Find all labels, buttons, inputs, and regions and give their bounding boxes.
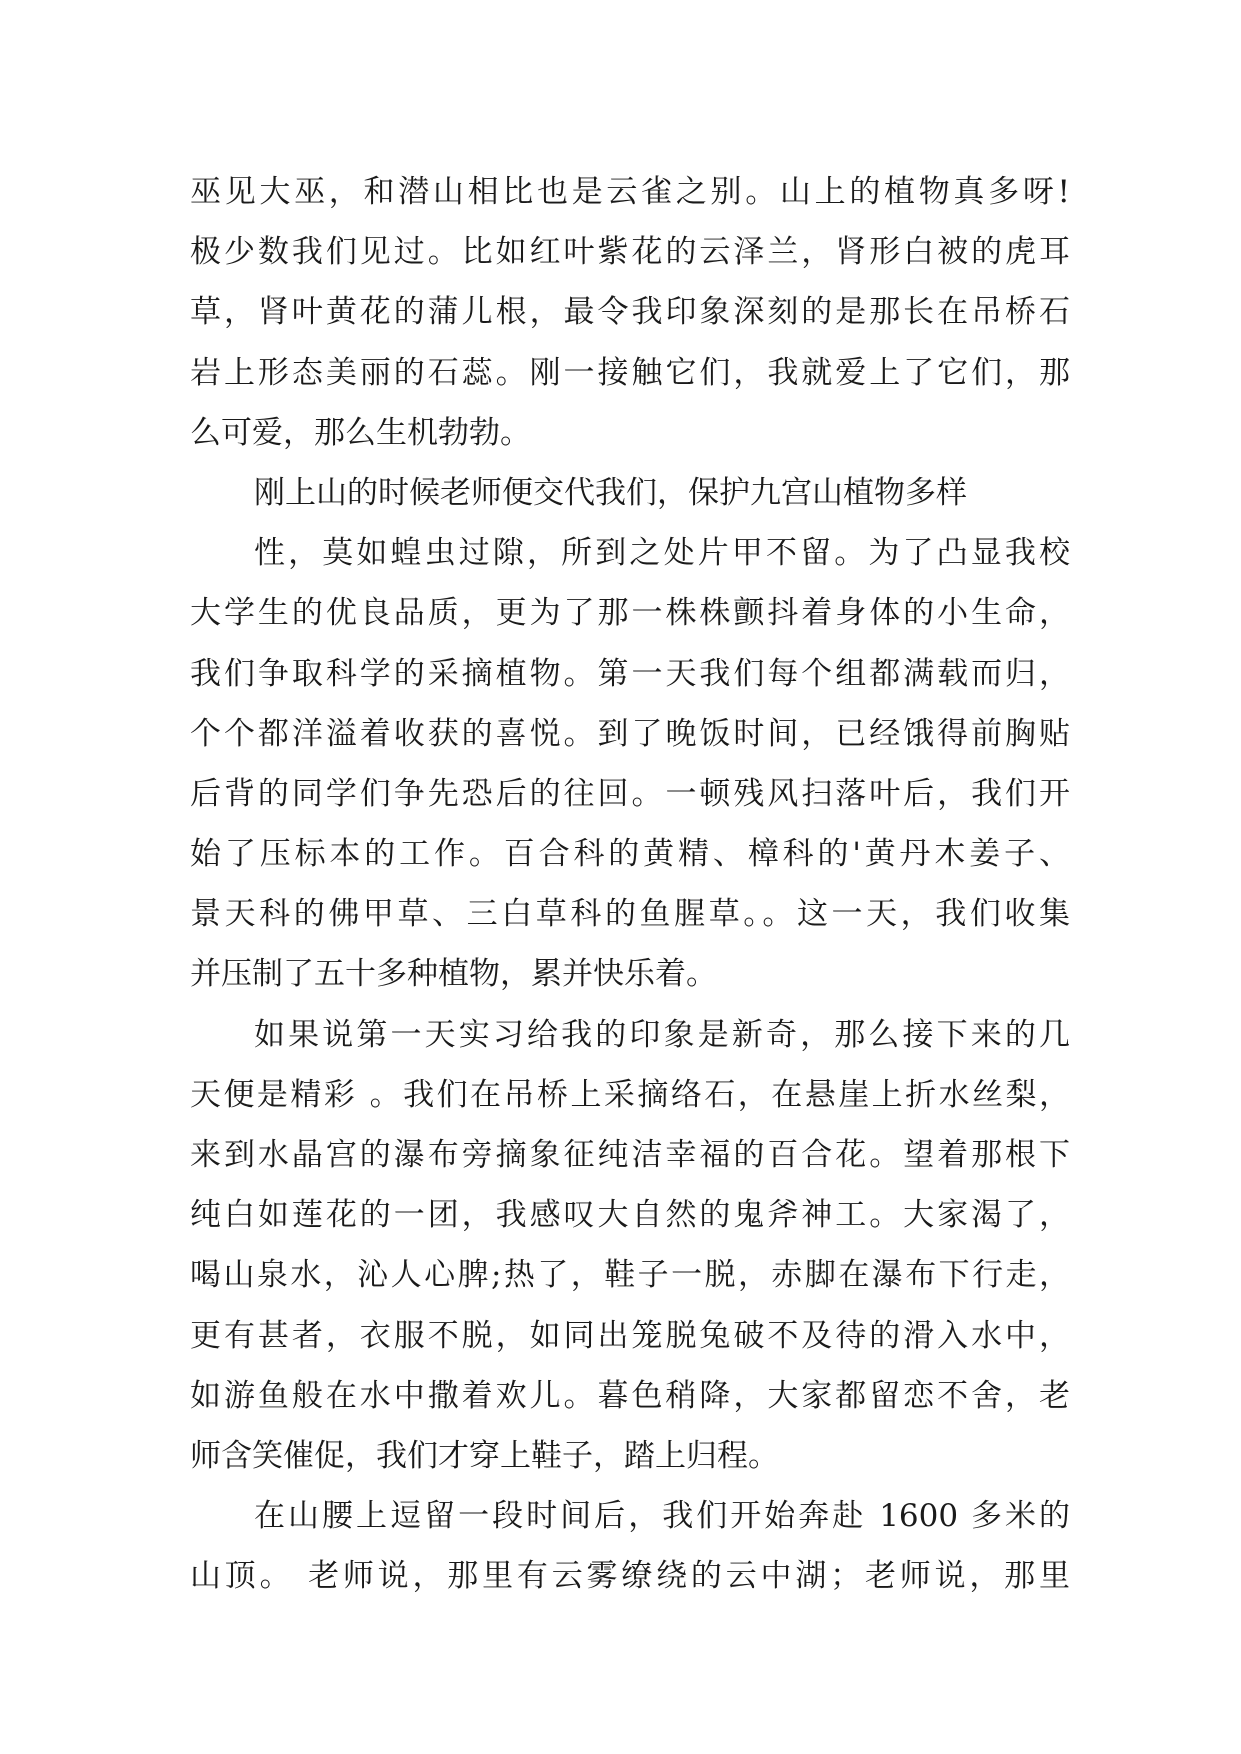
text-line: 来到水晶宫的瀑布旁摘象征纯洁幸福的百合花。望着那根下 [190,1137,1070,1173]
text-line: 更有甚者，衣服不脱，如同出笼脱兔破不及待的滑入水中， [190,1317,1070,1354]
text-line: 极少数我们见过。比如红叶紫花的云泽兰，肾形白被的虎耳 [190,234,1070,271]
text-line: 后背的同学们争先恐后的往回。一顿残风扫落叶后，我们开 [190,775,1070,812]
text-line: 个个都洋溢着收获的喜悦。到了晚饭时间，已经饿得前胸贴 [190,715,1070,752]
text-line: 岩上形态美丽的石蕊。刚一接触它们，我就爱上了它们，那 [190,354,1070,391]
text-line: 山顶。 老师说，那里有云雾缭绕的云中湖；老师说，那里 [190,1558,1070,1595]
text-line: 在山腰上逗留一段时间后，我们开始奔赴 1600 多米的 [254,1498,1070,1535]
text-line: 师含笑催促，我们才穿上鞋子，踏上归程。 [190,1437,779,1474]
text-line: 么可爱，那么生机勃勃。 [190,414,531,451]
text-line: 并压制了五十多种植物，累并快乐着。 [190,956,717,993]
text-line: 草，肾叶黄花的蒲儿根，最令我印象深刻的是那长在吊桥石 [190,294,1070,331]
text-line: 始了压标本的工作。百合科的黄精、樟科的'黄丹木姜子、 [190,836,1070,873]
text-line: 如果说第一天实习给我的印象是新奇，那么接下来的几 [254,1016,1070,1053]
text-line: 如游鱼般在水中撒着欢儿。暮色稍降，大家都留恋不舍，老 [190,1377,1070,1414]
text-line: 景天科的佛甲草、三白草科的鱼腥草。。这一天，我们收集 [190,896,1070,933]
text-line: 天便是精彩 。我们在吊桥上采摘络石，在悬崖上折水丝梨， [190,1076,1070,1113]
text-line: 纯白如莲花的一团，我感叹大自然的鬼斧神工。大家渴了， [190,1197,1070,1234]
text-line: 刚上山的时候老师便交代我们，保护九宫山植物多样 [254,474,967,511]
document-body [190,162,1070,1607]
text-line: 巫见大巫，和潜山相比也是云雀之别。山上的植物真多呀! [190,174,1070,210]
text-line: 我们争取科学的采摘植物。第一天我们每个组都满载而归， [190,655,1070,692]
text-line: 性，莫如蝗虫过隙，所到之处片甲不留。为了凸显我校 [254,535,1070,572]
text-line: 喝山泉水，沁人心脾;热了，鞋子一脱，赤脚在瀑布下行走， [190,1257,1070,1294]
text-line: 大学生的优良品质，更为了那一株株颤抖着身体的小生命， [190,595,1070,632]
